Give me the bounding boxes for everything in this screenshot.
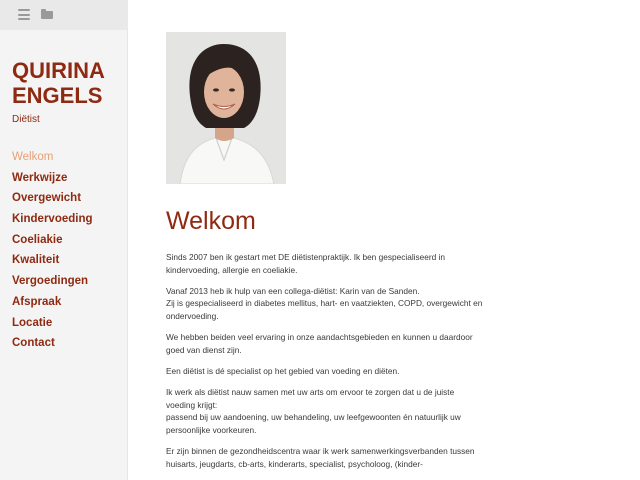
nav-item-kindervoeding[interactable]: Kindervoeding (12, 213, 93, 226)
paragraph-1: Sinds 2007 ben ik gestart met DE diëtistenpraktijk. Ik ben gespecialiseerd in kindervoeding, allergie en coeliakie. (166, 252, 446, 275)
paragraph-6: Er zijn binnen de gezondheidscentra waar ik werk samenwerkingsverbanden tussen huisarts, jeugdarts, cb-arts, kinderarts, specialist, psycholoog, (kinder- (166, 446, 475, 469)
intro-text (166, 251, 486, 479)
sidebar-toolbar (0, 0, 128, 30)
nav-item-locatie[interactable]: Locatie (12, 316, 53, 329)
profile-photo (166, 32, 286, 184)
folder-icon[interactable] (41, 9, 53, 19)
main-content (128, 0, 640, 480)
nav-item-coeliakie[interactable]: Coeliakie (12, 233, 63, 246)
site-title-line-1[interactable]: QUIRINA (12, 58, 105, 83)
nav-item-afspraak[interactable]: Afspraak (12, 295, 62, 308)
menu-icon[interactable] (18, 9, 30, 20)
page-heading: Welkom (166, 207, 256, 235)
nav-item-vergoedingen[interactable]: Vergoedingen (12, 275, 89, 288)
site-title[interactable] (12, 58, 122, 108)
site-tagline: Diëtist (12, 114, 40, 125)
profile-photo-image (166, 32, 286, 184)
paragraph-2: Vanaf 2013 heb ik hulp van een collega-diëtist: Karin van de Sanden. Zij is gespecialiseerd in diabetes mellitus, hart- en vaatziekten, COPD, overgewicht en ondervoeding. (166, 285, 483, 321)
main-navigation (12, 148, 93, 355)
paragraph-3: We hebben beiden veel ervaring in onze aandachtsgebieden en kunnen u daardoor goed van dienst zijn. (166, 332, 473, 355)
nav-item-welkom[interactable]: Welkom (12, 151, 54, 163)
nav-item-overgewicht[interactable]: Overgewicht (12, 192, 82, 205)
nav-item-contact[interactable]: Contact (12, 337, 55, 350)
nav-item-werkwijze[interactable]: Werkwijze (12, 171, 68, 184)
sidebar (0, 0, 128, 480)
nav-item-kwaliteit[interactable]: Kwaliteit (12, 254, 60, 267)
paragraph-5: Ik werk als diëtist nauw samen met uw arts om ervoor te zorgen dat u de juiste voeding krijgt: passend bij uw aandoening, uw behandeling, uw leefgewoonten én natuurlijk uw persoonlijke voorkeuren. (166, 387, 461, 435)
site-title-line-2[interactable]: ENGELS (12, 83, 103, 108)
paragraph-4: Een diëtist is dé specialist op het gebied van voeding en diëten. (166, 365, 400, 376)
